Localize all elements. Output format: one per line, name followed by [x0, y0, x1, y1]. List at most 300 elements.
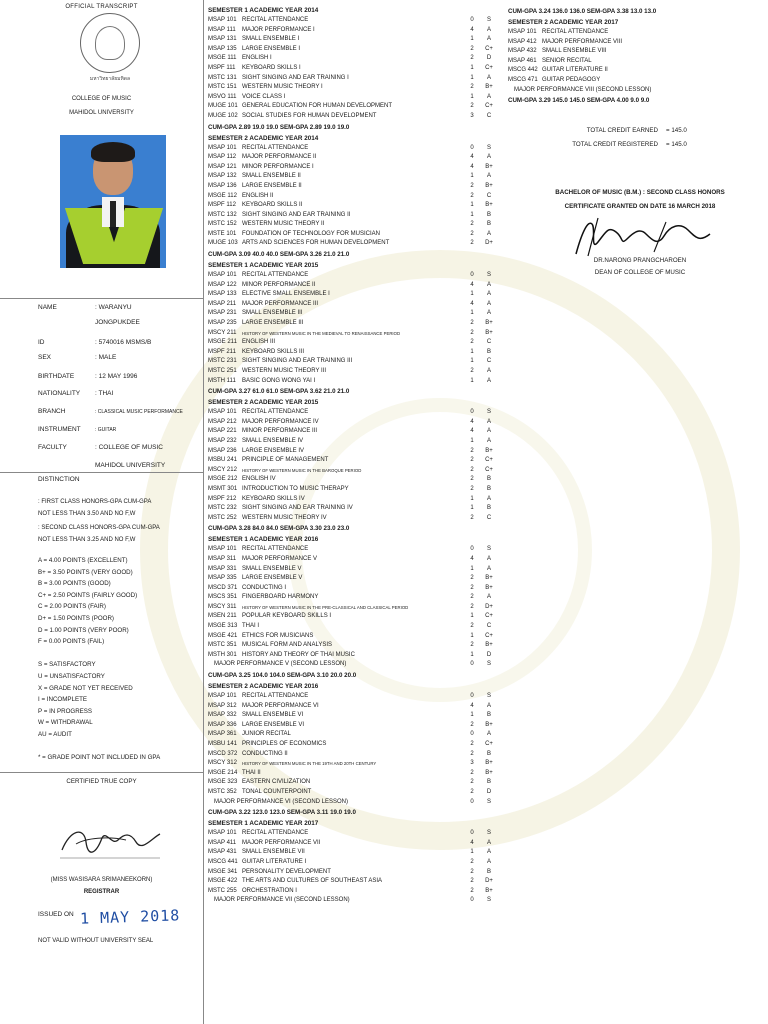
course-row	[208, 348, 508, 358]
course-credit: 4	[470, 555, 474, 562]
cum-gpa-line: CUM-GPA 2.89 19.0 19.0 SEM-GPA 2.89 19.0 19.0	[208, 123, 350, 131]
info-label: NAME	[38, 304, 57, 311]
grade-key-line: C+ = 2.50 POINTS (FAIRLY GOOD)	[38, 591, 138, 599]
course-credit: 0	[470, 798, 474, 805]
course-credit: 1	[470, 437, 474, 444]
course-title: GUITAR LITERATURE I	[242, 858, 307, 865]
course-code: MSCY 211	[208, 329, 237, 336]
student-info-row	[0, 443, 203, 453]
course-grade: D+	[485, 240, 493, 247]
course-credit: 1	[470, 632, 474, 639]
course-grade: B	[486, 221, 491, 228]
student-info-row	[0, 318, 203, 328]
course-row	[208, 281, 508, 291]
course-credit: 2	[470, 466, 474, 473]
course-code: MSAP 101	[208, 409, 237, 416]
cum-gpa-line: CUM-GPA 3.27 61.0 61.0 SEM-GPA 3.62 21.0 21.0	[208, 388, 350, 396]
course-code: MSAP 232	[208, 437, 237, 444]
course-row	[208, 829, 508, 839]
course-title: EASTERN CIVILIZATION	[242, 779, 311, 786]
course-code: MSCD 372	[208, 750, 238, 757]
grade-key-line: W = WITHDRAWAL	[38, 719, 93, 727]
course-code: MSTC 152	[208, 221, 237, 228]
distinction-line: NOT LESS THAN 3.50 AND NO F,W	[38, 511, 136, 517]
course-credit: 2	[470, 788, 474, 795]
course-title: RECITAL ATTENDANCE	[542, 29, 609, 35]
info-value: : THAI	[95, 390, 114, 397]
course-grade: B+	[485, 760, 493, 767]
course-code: MSAP 101	[208, 144, 237, 151]
grade-key-line: C = 2.00 POINTS (FAIR)	[38, 603, 106, 611]
course-row	[208, 16, 508, 26]
course-title: SIGHT SINGING AND EAR TRAINING I	[242, 74, 349, 81]
course-credit: 2	[470, 603, 474, 610]
course-credit: 1	[470, 505, 474, 512]
course-grade: B+	[485, 163, 493, 170]
course-title: RECITAL ATTENDANCE	[242, 144, 309, 151]
course-row	[208, 565, 508, 575]
course-code: MSTC 151	[208, 84, 237, 91]
course-title: SMALL ENSEMBLE I	[242, 36, 300, 43]
course-code: MSGE 212	[208, 476, 238, 483]
course-code: MSAP 132	[208, 173, 237, 180]
course-code: MSAP 211	[208, 300, 237, 307]
course-row	[208, 740, 508, 750]
info-value: : 5740016 MSMS/B	[95, 339, 152, 346]
semester-title: SEMESTER 2 ACADEMIC YEAR 2014	[208, 134, 319, 142]
course-row	[208, 839, 508, 849]
divider	[0, 772, 203, 773]
course-code: MSGE 422	[208, 878, 238, 885]
course-title: WESTERN MUSIC THEORY I	[242, 84, 323, 91]
course-credit: 4	[470, 300, 474, 307]
course-code: MUGE 102	[208, 112, 238, 119]
course-row	[208, 545, 508, 555]
course-grade: B+	[485, 584, 493, 591]
course-credit: 2	[470, 339, 474, 346]
course-grade: C+	[485, 632, 493, 639]
course-row	[208, 612, 508, 622]
course-code: MSAP 121	[208, 163, 237, 170]
course-code: MSAP 331	[208, 565, 237, 572]
course-title: CONDUCTING I	[242, 584, 286, 591]
course-credit: 4	[470, 702, 474, 709]
course-code: MUGE 101	[208, 103, 238, 110]
university-seal-logo	[80, 13, 140, 73]
course-row	[208, 868, 508, 878]
course-title: VOICE CLASS I	[242, 93, 286, 100]
course-title: HISTORY AND THEORY OF THAI MUSIC	[242, 651, 355, 658]
course-credit: 1	[470, 291, 474, 298]
course-grade: A	[486, 731, 491, 738]
course-credit: 0	[470, 830, 474, 837]
grade-key-line: I = INCOMPLETE	[38, 696, 87, 704]
course-grade: B+	[485, 575, 493, 582]
course-row	[508, 28, 763, 38]
student-photo	[60, 135, 166, 268]
course-code: MSTC 255	[208, 887, 237, 894]
course-title: SIGHT SINGING AND EAR TRAINING II	[242, 211, 351, 218]
semester-title: SEMESTER 1 ACADEMIC YEAR 2016	[208, 536, 319, 544]
column-divider	[203, 0, 204, 1024]
course-code: MUGE 103	[208, 240, 238, 247]
cum-gpa-line: CUM-GPA 3.09 40.0 40.0 SEM-GPA 3.26 21.0 21.0	[208, 251, 350, 259]
second-lesson-title: MAJOR PERFORMANCE VII (SECOND LESSON)	[214, 897, 350, 904]
student-panel	[0, 0, 203, 1024]
course-row	[208, 64, 508, 74]
course-title: TONAL COUNTERPOINT	[242, 788, 312, 795]
semester-title: SEMESTER 2 ACADEMIC YEAR 2015	[208, 399, 319, 407]
distinction-title: DISTINCTION	[38, 476, 80, 483]
course-row	[208, 504, 508, 514]
second-lesson-title: MAJOR PERFORMANCE V (SECOND LESSON)	[214, 661, 347, 668]
course-code: MSAP 336	[208, 721, 237, 728]
course-row	[208, 750, 508, 760]
course-row	[208, 603, 508, 613]
course-grade: B+	[485, 447, 493, 454]
course-grade: A	[486, 418, 491, 425]
course-row	[208, 309, 508, 319]
course-row	[208, 290, 508, 300]
course-grade: C	[486, 358, 492, 365]
course-grade: B	[486, 505, 491, 512]
course-grade: A	[486, 291, 491, 298]
course-row	[208, 651, 508, 661]
course-code: MSPF 211	[208, 348, 236, 355]
course-grade: D	[486, 788, 492, 795]
course-row	[208, 319, 508, 329]
course-code: MSAP 101	[508, 29, 537, 35]
course-row	[208, 593, 508, 603]
course-grade: B+	[485, 642, 493, 649]
course-row	[208, 778, 508, 788]
course-credit: 2	[470, 514, 474, 521]
course-grade: A	[486, 437, 491, 444]
course-credit: 0	[470, 272, 474, 279]
course-title: SMALL ENSEMBLE VI	[242, 712, 304, 719]
course-grade: D+	[485, 878, 493, 885]
registrar-name: (MISS WASISARA SRIMANEEKORN)	[50, 877, 153, 883]
course-grade: B+	[485, 721, 493, 728]
course-code: MSAP 101	[208, 830, 237, 837]
course-title: FINGERBOARD HARMONY	[242, 594, 319, 601]
course-row	[208, 495, 508, 505]
course-title: SOCIAL STUDIES FOR HUMAN DEVELOPMENT	[242, 112, 377, 119]
total-credit-earned-label: TOTAL CREDIT EARNED	[586, 127, 658, 134]
course-credit: 2	[470, 221, 474, 228]
course-code: MSTH 301	[208, 651, 237, 658]
course-title: GUITAR LITERATURE II	[542, 67, 608, 74]
course-grade: B+	[485, 84, 493, 91]
course-row	[508, 66, 763, 76]
student-info-row	[0, 303, 203, 313]
course-grade: A	[486, 702, 491, 709]
course-code: MSCG 441	[208, 858, 238, 865]
course-grade: B	[486, 485, 491, 492]
course-code: MSAP 461	[508, 57, 537, 64]
info-label: NATIONALITY	[38, 390, 81, 397]
course-code: MSGE 421	[208, 632, 238, 639]
course-code: MSCY 212	[208, 466, 237, 473]
course-title: RECITAL ATTENDANCE	[242, 546, 309, 553]
course-title: ENGLISH II	[242, 192, 274, 199]
course-row	[208, 192, 508, 202]
total-credit-registered-value: = 145.0	[666, 141, 687, 148]
course-title: THAI II	[242, 769, 261, 776]
course-credit: 2	[470, 103, 474, 110]
semester-title: SEMESTER 1 ACADEMIC YEAR 2014	[208, 7, 319, 14]
course-grade: C+	[485, 741, 493, 747]
course-row	[208, 367, 508, 377]
semester-title: SEMESTER 1 ACADEMIC YEAR 2015	[208, 262, 319, 270]
course-grade: S	[486, 272, 491, 279]
course-title: LARGE ENSEMBLE V	[242, 575, 303, 582]
course-column-1	[208, 6, 508, 906]
course-grade: S	[486, 17, 491, 23]
course-row	[208, 377, 508, 387]
course-grade: B+	[485, 887, 493, 894]
course-row	[208, 300, 508, 310]
course-credit: 3	[470, 760, 474, 767]
cum-gpa-line: CUM-GPA 3.29 145.0 145.0 SEM-GPA 4.00 9.0 9.0	[508, 97, 650, 105]
course-grade: S	[486, 661, 491, 668]
course-code: MSAP 221	[208, 428, 237, 435]
course-credit: 3	[470, 112, 474, 119]
course-title: PRINCIPLES OF ECONOMICS	[242, 741, 327, 747]
course-title: SMALL ENSEMBLE III	[242, 310, 303, 317]
course-title: RECITAL ATTENDANCE	[242, 409, 309, 416]
course-row	[208, 730, 508, 740]
dean-signature	[568, 212, 718, 262]
course-credit: 1	[470, 565, 474, 572]
course-code: MSAP 101	[208, 693, 237, 700]
course-grade: A	[486, 230, 491, 237]
course-credit: 0	[470, 546, 474, 553]
course-credit: 0	[470, 693, 474, 700]
course-title: HISTORY OF WESTERN MUSIC IN THE PRE-CLASSICAL AND CLASSICAL PERIOD	[242, 604, 409, 610]
course-row	[208, 456, 508, 466]
course-grade: A	[486, 555, 491, 562]
divider	[0, 472, 203, 473]
course-code: MSTC 251	[208, 368, 237, 374]
course-credit: 2	[470, 779, 474, 786]
course-row	[508, 38, 763, 48]
course-row	[208, 172, 508, 182]
course-grade: A	[486, 93, 491, 100]
course-row	[208, 220, 508, 230]
course-row	[208, 437, 508, 447]
course-column-2	[508, 6, 763, 107]
course-row	[508, 76, 763, 86]
course-grade: A	[486, 849, 491, 856]
info-label: SEX	[38, 354, 52, 361]
course-grade: A	[486, 495, 491, 502]
course-title: LARGE ENSEMBLE IV	[242, 447, 305, 454]
course-row	[208, 271, 508, 281]
info-value: : WARANYU	[95, 304, 132, 311]
course-title: SIGHT SINGING AND EAR TRAINING III	[242, 358, 353, 365]
course-credit: 2	[470, 584, 474, 591]
course-credit: 1	[470, 310, 474, 317]
course-credit: 0	[470, 897, 474, 904]
course-grade: S	[486, 144, 491, 151]
college-line-1: COLLEGE OF MUSIC	[71, 96, 132, 102]
course-grade: A	[486, 839, 491, 846]
course-row	[208, 153, 508, 163]
course-title: MUSICAL FORM AND ANALYSIS	[242, 642, 333, 649]
cum-gpa-line: CUM-GPA 3.28 84.0 84.0 SEM-GPA 3.30 23.0 23.0	[208, 525, 350, 533]
course-code: MSAP 312	[208, 702, 237, 709]
course-credit: 1	[470, 211, 474, 218]
info-value: : CLASSICAL MUSIC PERFORMANCE	[95, 409, 183, 415]
course-credit: 1	[470, 36, 474, 43]
course-grade: A	[486, 173, 491, 180]
course-grade: A	[486, 154, 491, 161]
course-credit: 0	[470, 731, 474, 738]
course-credit: 2	[470, 457, 474, 464]
course-code: MSBU 141	[208, 741, 238, 747]
course-row	[208, 887, 508, 897]
course-grade: A	[486, 368, 491, 374]
course-code: MSMT 301	[208, 485, 238, 492]
distinction-line: : FIRST CLASS HONORS-GPA CUM-GPA	[38, 499, 152, 505]
info-value: : COLLEGE OF MUSIC	[95, 444, 163, 451]
course-title: MAJOR PERFORMANCE I	[242, 26, 315, 33]
course-row	[208, 102, 508, 112]
course-grade: C+	[485, 457, 493, 464]
course-grade: D+	[485, 603, 493, 610]
course-credit: 2	[470, 623, 474, 630]
student-info-row	[0, 461, 203, 471]
course-title: RECITAL ATTENDANCE	[242, 17, 309, 23]
course-row	[208, 427, 508, 437]
course-row	[208, 357, 508, 367]
course-code: MSTC 252	[208, 514, 237, 521]
course-title: BASIC GONG WONG YAI I	[242, 377, 316, 384]
course-code: MSAP 101	[208, 17, 237, 23]
course-grade: B	[486, 211, 491, 218]
course-credit: 2	[470, 858, 474, 865]
course-row	[208, 848, 508, 858]
course-title: PRINCIPLE OF MANAGEMENT	[242, 457, 329, 464]
course-grade: A	[486, 594, 491, 601]
course-grade: A	[486, 281, 491, 288]
course-title: ETHICS FOR MUSICIANS	[242, 632, 314, 639]
course-grade: A	[486, 26, 491, 33]
course-grade: B	[486, 348, 491, 355]
course-grade: A	[486, 565, 491, 572]
course-credit: 1	[470, 849, 474, 856]
course-grade: C	[486, 112, 492, 119]
course-grade: B	[486, 868, 491, 875]
issued-on-label: ISSUED ON	[38, 911, 74, 918]
course-row	[208, 447, 508, 457]
course-grade: A	[486, 36, 491, 43]
course-row	[208, 877, 508, 887]
course-row	[208, 26, 508, 36]
course-code: MSGE 313	[208, 623, 238, 630]
course-code: MSAP 335	[208, 575, 237, 582]
semester-title: SEMESTER 2 ACADEMIC YEAR 2017	[508, 19, 619, 26]
course-credit: 1	[470, 93, 474, 100]
registrar-title: REGISTRAR	[83, 889, 120, 895]
student-info-row	[0, 353, 203, 363]
course-title: INTRODUCTION TO MUSIC THERAPY	[242, 485, 349, 492]
course-code: MSGE 111	[208, 55, 237, 62]
course-grade: B+	[485, 329, 493, 336]
course-credit: 1	[470, 358, 474, 365]
student-info-row	[0, 407, 203, 417]
grade-key-line: * = GRADE POINT NOT INCLUDED IN GPA	[38, 754, 161, 762]
cum-gpa-line: CUM-GPA 3.24 136.0 136.0 SEM-GPA 3.38 13.0 13.0	[508, 8, 657, 15]
course-credit: 2	[470, 230, 474, 237]
course-credit: 2	[470, 868, 474, 875]
course-credit: 2	[470, 84, 474, 91]
course-code: MSTC 351	[208, 642, 237, 649]
course-row	[208, 74, 508, 84]
course-credit: 2	[470, 329, 474, 336]
course-code: MSAP 112	[208, 154, 237, 161]
course-title: WESTERN MUSIC THEORY III	[242, 368, 327, 374]
course-title: HISTORY OF WESTERN MUSIC IN THE MEDIEVAL TO RENAISSANCE PERIOD	[242, 330, 401, 336]
semester-title: SEMESTER 1 ACADEMIC YEAR 2017	[208, 820, 319, 828]
grade-key-line: D = 1.00 POINTS (VERY POOR)	[38, 626, 129, 634]
course-row	[208, 163, 508, 173]
course-row	[208, 83, 508, 93]
course-grade: A	[486, 74, 491, 81]
course-grade: B+	[485, 202, 493, 209]
course-code: MSAP 412	[508, 38, 537, 45]
info-value: : MALE	[95, 354, 117, 361]
course-credit: 4	[470, 154, 474, 161]
cum-gpa-line: CUM-GPA 3.22 123.0 123.0 SEM-GPA 3.11 19.0 19.0	[208, 809, 356, 817]
course-title: THE ARTS AND CULTURES OF SOUTHEAST ASIA	[242, 878, 383, 885]
student-info-row	[0, 389, 203, 399]
course-title: SENIOR RECITAL	[542, 57, 592, 64]
course-credit: 2	[470, 45, 474, 52]
course-grade: C	[486, 192, 492, 199]
course-title: RECITAL ATTENDANCE	[242, 272, 309, 279]
course-code: MSPF 212	[208, 495, 237, 502]
course-credit: 2	[470, 192, 474, 199]
course-title: ORCHESTRATION I	[242, 887, 297, 894]
course-grade: S	[486, 693, 491, 700]
info-value: : GUITAR	[95, 427, 117, 433]
course-grade: D	[486, 651, 492, 658]
course-title: KEYBOARD SKILLS II	[242, 202, 303, 209]
course-grade: S	[486, 409, 491, 416]
student-info-row	[0, 338, 203, 348]
second-lesson-row	[208, 896, 508, 906]
second-lesson-title: MAJOR PERFORMANCE VI (SECOND LESSON)	[214, 798, 349, 805]
course-credit: 4	[470, 839, 474, 846]
course-title: MAJOR PERFORMANCE VIII	[542, 38, 623, 45]
course-row	[208, 35, 508, 45]
course-credit: 2	[470, 721, 474, 728]
course-title: LARGE ENSEMBLE III	[242, 320, 304, 327]
dean-name: DR.NARONG PRANGCHAROEN	[593, 257, 687, 264]
course-credit: 1	[470, 651, 474, 658]
degree-line: BACHELOR OF MUSIC (B.M.) : SECOND CLASS HONORS	[555, 189, 725, 196]
course-grade: D	[486, 55, 492, 62]
course-code: MSTC 352	[208, 788, 237, 795]
course-title: MAJOR PERFORMANCE III	[242, 300, 319, 307]
second-lesson-row	[208, 798, 508, 808]
course-code: MSCY 312	[208, 760, 237, 767]
course-grade: C	[486, 514, 492, 521]
course-title: MINOR PERFORMANCE II	[242, 281, 316, 288]
course-code: MSBU 241	[208, 457, 238, 464]
